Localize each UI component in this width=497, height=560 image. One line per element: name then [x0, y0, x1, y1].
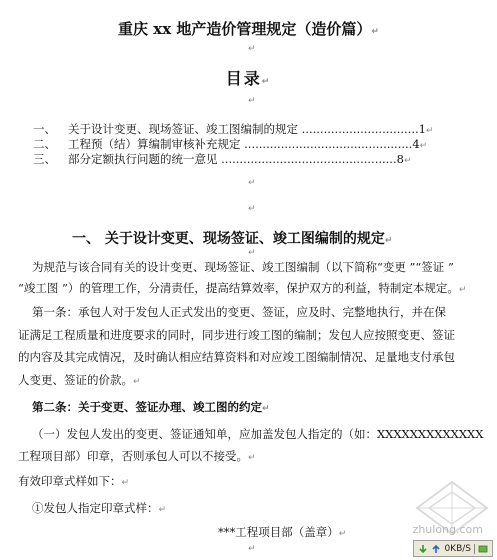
toc-entry-num: 一、 — [33, 122, 56, 136]
toc-entry[interactable]: 工程预（结）算编制审核补充规定 ..............................................4↵ — [68, 137, 428, 151]
body-text: 工程项目部）印章，否则承包人可以不接受。↵ — [18, 449, 256, 463]
toc-title: 目录↵ — [225, 69, 272, 88]
paragraph-mark: ↵ — [248, 44, 256, 54]
article-heading: 第二条：关于变更、签证办理、竣工图的约定↵ — [32, 400, 270, 414]
stamp-label: ***工程项目部（盖章）↵ — [218, 525, 347, 539]
body-text: ①发包人指定印章式样：↵ — [32, 501, 167, 515]
toc-entry-num: 三、 — [33, 152, 56, 166]
download-arrow-icon — [418, 544, 428, 554]
network-speed: 0KB/S — [444, 543, 471, 554]
body-text: 证满足工程质量和进度要求的同时，同步进行竣工图的编制；发包人应按照变更、签证 — [18, 328, 455, 342]
body-text: 有效印章式样如下：↵ — [18, 474, 130, 488]
paragraph-mark: ↵ — [248, 96, 256, 106]
body-text: （一）发包人发出的变更、签证通知单，应加盖发包人指定的（如：XXXXXXXXXXXXX — [32, 427, 484, 441]
paragraph-mark: ↵ — [248, 178, 256, 188]
toc-entry[interactable]: 关于设计变更、现场签证、竣工图编制的规定 ................................1↵ — [68, 122, 434, 136]
body-text: 第一条：承包人对于发包人正式发出的变更、签证，应及时、完整地执行，并在保 — [32, 305, 446, 319]
status-separator — [474, 544, 475, 554]
network-status-icon[interactable] — [478, 544, 488, 554]
paragraph-mark: ↵ — [248, 248, 256, 258]
toc-entry[interactable]: 部分定额执行问题的统一意见 ................................................8↵ — [68, 152, 412, 166]
upload-arrow-icon — [431, 544, 441, 554]
body-text: 人变更、签证的价款。↵ — [18, 373, 141, 387]
section-heading: 一、 关于设计变更、现场签证、竣工图编制的规定↵ — [72, 231, 393, 247]
toc-entry-num: 二、 — [33, 137, 56, 151]
paragraph-mark: ↵ — [248, 544, 256, 554]
body-text: 为规范与该合同有关的设计变更、现场签证、竣工图编制（以下简称“变更 ”“签证 ” — [32, 260, 454, 274]
document-title: 重庆 xx 地产造价管理规定（造价篇）↵ — [118, 20, 379, 38]
watermark-text: zhulong.com — [412, 523, 483, 536]
paragraph-mark: ↵ — [248, 204, 256, 214]
body-text: 的内容及其完成情况，及时确认相应结算资料和对应竣工图编制情况、足量地支付承包 — [18, 350, 455, 364]
body-text: “竣工图 ”）的管理工作，分清责任，提高结算效率，保护双方的利益，特制定本规定。↵ — [18, 281, 467, 295]
status-bar — [413, 540, 493, 557]
